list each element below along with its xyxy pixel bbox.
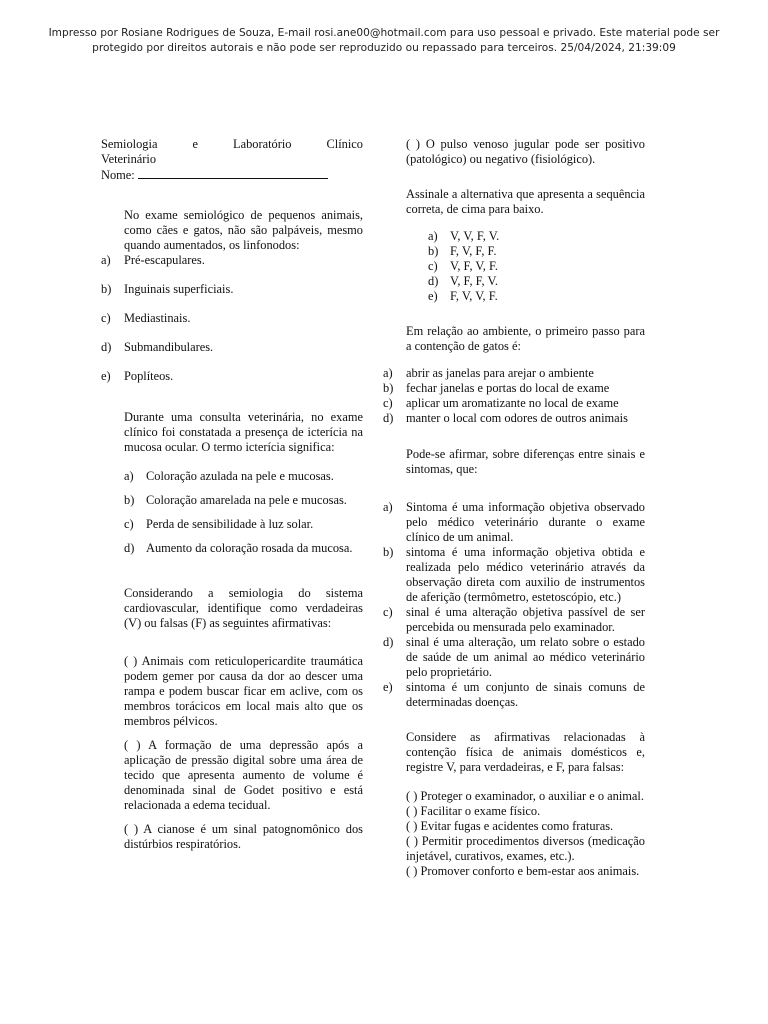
question-5-option-a[interactable]: a) Sintoma é uma informação objetiva observado pelo médico veterinário durante o exame clínico de um animal. [383, 500, 645, 544]
question-6-statement-3: ( ) Evitar fugas e acidentes como fraturas. [406, 819, 614, 833]
question-3-option-c[interactable]: c) V, F, V, F. [428, 259, 498, 273]
question-3-statement-4: ( ) O pulso venoso jugular pode ser positivo (patológico) ou negativo (fisiológico). [406, 137, 645, 166]
left-column [101, 137, 363, 852]
question-4-options [383, 366, 645, 426]
question-4-prompt: Em relação ao ambiente, o primeiro passo para a contenção de gatos é: [406, 324, 645, 353]
question-5-option-d[interactable]: d) sinal é uma alteração, um relato sobre o estado de saúde de um animal ao médico veterinário pelo proprietário. [383, 635, 645, 679]
question-4-option-b[interactable]: b) fechar janelas e portas do local de exame [383, 381, 610, 395]
question-5-option-b[interactable]: b) sintoma é uma informação objetiva obtida e realizada pelo médico veterinário através da observação direta com auxilio de instrumentos de aferição (termômetro, estetoscópio, etc.) [383, 545, 645, 604]
question-1-option-d[interactable]: d) Submandibulares. [101, 340, 214, 354]
question-6-statement-2: ( ) Facilitar o exame físico. [406, 804, 541, 818]
question-1-option-b[interactable]: b) Inguinais superficiais. [101, 282, 234, 296]
question-5-options [383, 500, 645, 710]
question-2-option-a[interactable]: a) Coloração azulada na pele e mucosas. [124, 469, 334, 483]
question-1-option-a[interactable]: a) Pré-escapulares. [101, 253, 205, 267]
question-6-statement-4: ( ) Permitir procedimentos diversos (medicação injetável, curativos, exames, etc.). [406, 834, 645, 863]
subject-title-cont: Veterinário [101, 152, 157, 166]
question-2-options [101, 469, 363, 556]
watermark-line-1: Impresso por Rosiane Rodrigues de Souza, E-mail rosi.ane00@hotmail.com para uso pessoal e privado. Este material pode ser [48, 27, 720, 39]
question-2-prompt: Durante uma consulta veterinária, no exame clínico foi constatada a presença de icterícia na mucosa ocular. O termo icterícia significa: [124, 410, 363, 454]
question-2-option-b[interactable]: b) Coloração amarelada na pele e mucosas. [124, 493, 347, 507]
watermark-line-2: protegido por direitos autorais e não pode ser reproduzido ou repassado para terceiros. 25/04/2024, 21:39:09 [92, 42, 676, 54]
question-5-prompt: Pode-se afirmar, sobre diferenças entre sinais e sintomas, que: [406, 447, 645, 476]
question-3-option-d[interactable]: d) V, F, F, V. [428, 274, 498, 288]
question-3-statement-1: ( ) Animais com reticulopericardite traumática podem gemer por causa da dor ao descer uma rampa e podem buscar ficar em aclive, com os membros torácicos em local mais alto que os membros pélvicos. [124, 654, 363, 728]
question-2-option-c[interactable]: c) Perda de sensibilidade à luz solar. [124, 517, 314, 531]
print-watermark [0, 26, 768, 56]
question-4-option-d[interactable]: d) manter o local com odores de outros animais [383, 411, 628, 425]
name-blank-line[interactable] [138, 167, 328, 179]
question-3-options [383, 229, 645, 304]
right-column [383, 137, 645, 879]
question-5-option-e[interactable]: e) sintoma é um conjunto de sinais comuns de determinadas doenças. [383, 680, 645, 709]
question-3-option-a[interactable]: a) V, V, F, V. [428, 229, 500, 243]
subject-title: Semiologia e Laboratório Clínico [101, 137, 363, 151]
question-1-prompt: No exame semiológico de pequenos animais, como cães e gatos, não são palpáveis, mesmo quando aumentados, os linfonodos: [124, 208, 363, 252]
question-6-statement-1: ( ) Proteger o examinador, o auxiliar e o animal. [406, 789, 644, 803]
question-1-option-e[interactable]: e) Poplíteos. [101, 369, 174, 383]
question-4-option-c[interactable]: c) aplicar um aromatizante no local de exame [383, 396, 619, 410]
question-3-prompt: Considerando a semiologia do sistema cardiovascular, identifique como verdadeiras (V) ou falsas (F) as seguintes afirmativas: [124, 586, 363, 630]
student-name-row [101, 167, 363, 183]
question-1-option-c[interactable]: c) Mediastinais. [101, 311, 191, 325]
question-6-statement-5: ( ) Promover conforto e bem-estar aos animais. [406, 864, 640, 878]
question-5-option-c[interactable]: c) sinal é uma alteração objetiva passível de ser percebida ou mensurada pelo examinador. [383, 605, 645, 634]
question-6-prompt: Considere as afirmativas relacionadas à contenção física de animais domésticos e, registre V, para verdadeiras, e F, para falsas: [406, 730, 645, 774]
question-4-option-a[interactable]: a) abrir as janelas para arejar o ambiente [383, 366, 594, 380]
question-3-instruction: Assinale a alternativa que apresenta a sequência correta, de cima para baixo. [406, 187, 645, 216]
question-3-option-e[interactable]: e) F, V, V, F. [428, 289, 498, 303]
question-3-option-b[interactable]: b) F, V, F, F. [428, 244, 497, 258]
question-3-statement-3: ( ) A cianose é um sinal patognomônico dos distúrbios respiratórios. [124, 822, 363, 851]
question-3-statement-2: ( ) A formação de uma depressão após a aplicação de pressão digital sobre uma área de tecido que apresenta aumento de volume é denominada sinal de Godet positivo e está relacionada a edema tecidual. [124, 738, 363, 812]
question-2-option-d[interactable]: d) Aumento da coloração rosada da mucosa. [124, 541, 353, 555]
name-label: Nome: [101, 168, 135, 182]
question-1-options [101, 253, 363, 384]
